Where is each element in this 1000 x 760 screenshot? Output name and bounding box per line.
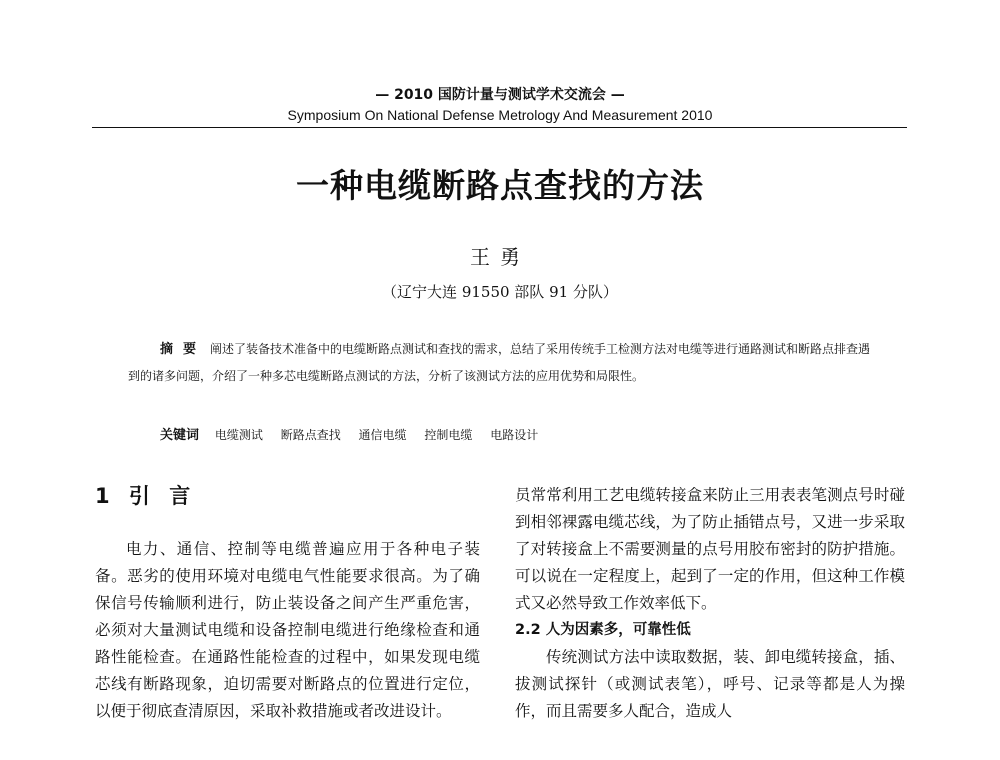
intro-paragraph: 电力、通信、控制等电缆普遍应用于各种电子装备。恶劣的使用环境对电缆电气性能要求很高。为了确保信号传输顺利进行，防止装设备之间产生严重危害，必须对大量测试电缆和设备控制电缆进行绝缘检查和通路性能检查。在通路性能检查的过程中，如果发现电缆芯线有断路现象，迫切需要对断路点的位置进行定位，以便于彻底查清原因，采取补救措施或者改进设计。 (95, 540, 480, 720)
keyword-item: 电路设计 (490, 428, 539, 442)
paper-title: 一种电缆断路点查找的方法 (296, 166, 704, 205)
header-divider (92, 127, 907, 128)
author-affiliation: （辽宁大连 91550 部队 91 分队） (382, 283, 618, 301)
keywords (160, 422, 880, 449)
right-column (515, 482, 905, 725)
keyword-item: 控制电缆 (424, 428, 473, 442)
right-paragraph-2-2: 传统测试方法中读取数据，装、卸电缆转接盒，插、拔测试探针（或测试表笔），呼号、记录等都是人为操作，而且需要多人配合，造成人 (515, 648, 905, 720)
abstract-text: 阐述了装备技术准备中的电缆断路点测试和查找的需求，总结了采用传统手工检测方法对电缆等进行通路测试和断路点排查遇到的诸多问题，介绍了一种多芯电缆断路点测试的方法，分析了该测试方法的应用优势和局限性。 (128, 342, 871, 383)
keyword-item: 断路点查找 (280, 428, 341, 442)
keyword-item: 电缆测试 (214, 428, 263, 442)
abstract (128, 336, 880, 389)
keywords-label: 关键词 (160, 428, 200, 443)
subsection-heading-2-2: 2.2 人为因素多，可靠性低 (515, 622, 691, 638)
author-name: 王勇 (470, 245, 530, 269)
abstract-label: 摘要 (160, 342, 207, 357)
left-column (95, 536, 480, 725)
keyword-item: 通信电缆 (358, 428, 407, 442)
right-paragraph-continued: 员常常利用工艺电缆转接盒来防止三用表表笔测点号时碰到相邻裸露电缆芯线，为了防止插错点号，又进一步采取了对转接盒上不需要测量的点号用胶布密封的防护措施。可以说在一定程度上，起到了一定的作用，但这种工作模式又必然导致工作效率低下。 (515, 486, 905, 612)
section-heading-introduction: 1 引 言 (95, 484, 197, 508)
conference-header-en: Symposium On National Defense Metrology And Measurement 2010 (287, 107, 713, 123)
conference-header-cn: — 2010 国防计量与测试学术交流会 — (375, 87, 625, 103)
